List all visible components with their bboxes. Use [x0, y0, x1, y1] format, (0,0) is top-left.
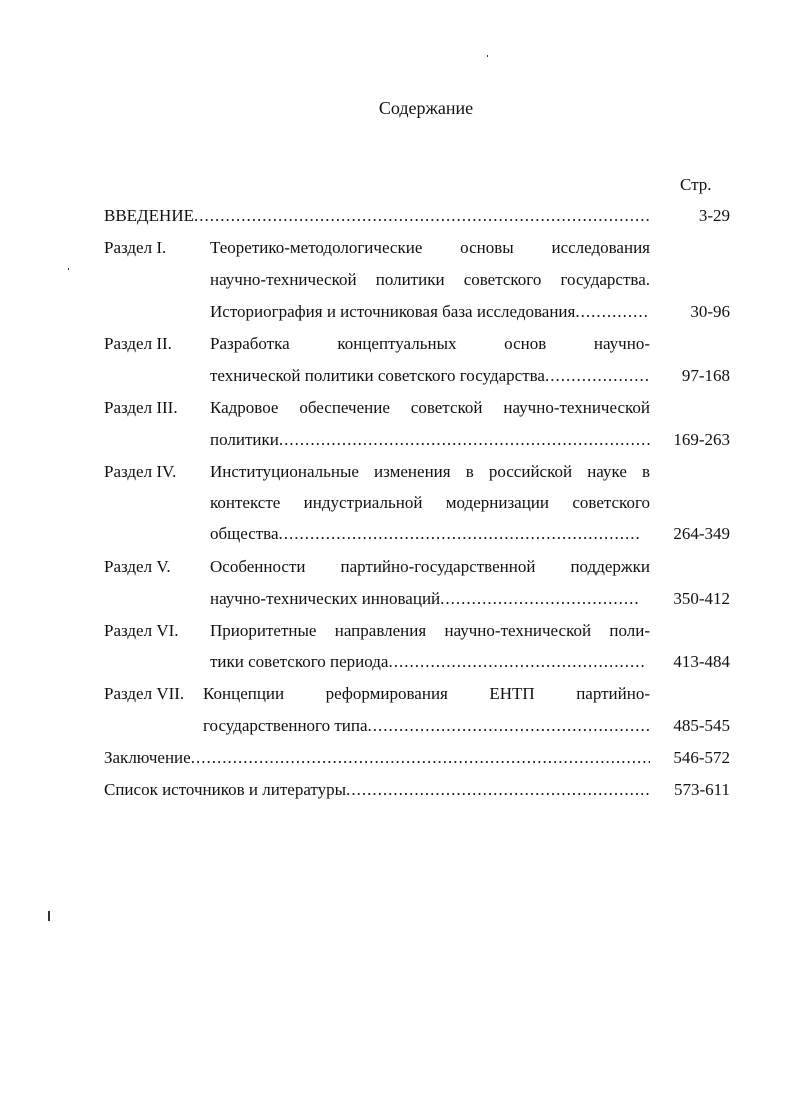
- section-title-line: научно-технической политики советского государства.: [210, 270, 650, 289]
- leader-dots: [279, 521, 640, 547]
- toc-entry-conclusion: [104, 745, 650, 771]
- section-title-line: контексте индустриальной модернизации советского: [210, 493, 650, 512]
- toc-page-range: 485-545: [673, 716, 730, 735]
- section-title-line: Особенности партийно-государственной поддержки: [210, 557, 650, 576]
- toc-page-range: 169-263: [673, 430, 730, 449]
- leader-dots: [368, 713, 650, 739]
- leader-dots: [194, 203, 650, 229]
- section-title-line: Историография и источниковая база исследования .....: [210, 299, 650, 325]
- toc-entry-title: Список источников и литературы: [104, 780, 347, 799]
- section-title-line: Теоретико-методологические основы исследования: [210, 238, 650, 257]
- toc-page-range: 350-412: [673, 589, 730, 608]
- section-label: Раздел III.: [104, 398, 178, 417]
- leader-dots: [545, 363, 650, 389]
- section-title-line: Концепции реформирования ЕНТП партийно-: [203, 684, 650, 703]
- toc-entry-title: Заключение: [104, 748, 191, 767]
- section-label: Раздел I.: [104, 238, 167, 257]
- toc-page-range: 30-96: [690, 302, 730, 321]
- section-title-line: тики советского периода .....: [210, 649, 646, 675]
- leader-dots: [440, 586, 640, 612]
- section-title-line: Институциональные изменения в российской науке в: [210, 462, 650, 481]
- toc-entry-intro: [104, 203, 650, 229]
- leader-dots: [346, 777, 650, 803]
- toc-page-range: 97-168: [681, 366, 730, 385]
- page-title: Содержание: [378, 98, 474, 118]
- leader-dots: [191, 745, 650, 771]
- section-label: Раздел VI.: [104, 621, 179, 640]
- toc-page-range: 264-349: [673, 524, 730, 543]
- section-title-line: Кадровое обеспечение советской научно-технической: [210, 398, 650, 417]
- section-label: Раздел VII.: [104, 684, 185, 703]
- toc-page-range: 3-29: [698, 206, 730, 225]
- toc-page-range: 546-572: [673, 748, 730, 767]
- leader-dots: [575, 299, 650, 325]
- leader-dots: [388, 649, 646, 675]
- section-label: Раздел II.: [104, 334, 172, 353]
- section-label: Раздел V.: [104, 557, 171, 576]
- section-title-line: технической политики советского государства .....: [210, 363, 650, 389]
- toc-page-range: 413-484: [673, 652, 730, 671]
- section-title-line: Приоритетные направления научно-технической поли-: [210, 621, 650, 640]
- toc-entry-title: ВВЕДЕНИЕ: [104, 206, 194, 225]
- leader-dots: [279, 427, 650, 453]
- section-title-line: Разработка концептуальных основ научно-: [210, 334, 650, 353]
- section-title-line: научно-технических инноваций .....: [210, 586, 640, 612]
- toc-page-range: 573-611: [673, 780, 730, 799]
- section-title-line: политики .....: [210, 427, 650, 453]
- section-title-line: государственного типа .....: [203, 713, 650, 739]
- scan-speck: [487, 55, 488, 57]
- section-title-line: общества .....: [210, 521, 640, 547]
- scan-mark: [48, 911, 50, 921]
- section-label: Раздел IV.: [104, 462, 177, 481]
- scan-speck: [68, 268, 69, 270]
- toc-entry-bibliography: [104, 777, 650, 803]
- pages-column-header: Стр.: [680, 175, 712, 194]
